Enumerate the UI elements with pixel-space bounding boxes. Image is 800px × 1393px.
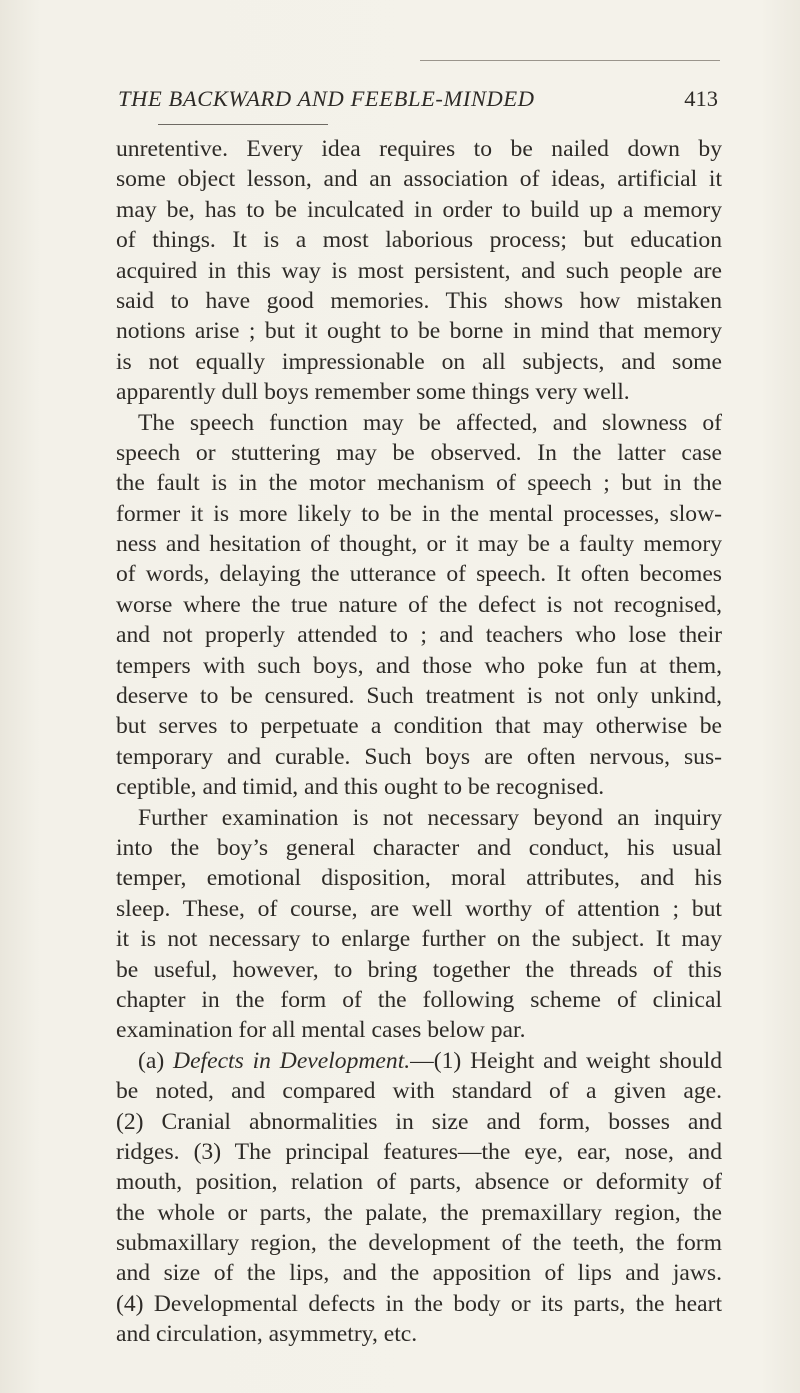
text-line: may be, has to be inculcated in order to build up a memory: [116, 196, 722, 223]
text-line: some object lesson, and an association of ideas, artificial it: [116, 166, 722, 193]
text-line: (4) Developmental defects in the body or its parts, the heart: [116, 1290, 722, 1317]
text-line: apparently dull boys remember some things very well.: [116, 379, 630, 406]
text-line: chapter in the form of the following scheme of clinical: [116, 986, 722, 1013]
text-line: and size of the lips, and the apposition of lips and jaws.: [116, 1260, 722, 1287]
text-line: ceptible, and timid, and this ought to be recognised.: [116, 774, 605, 801]
text-line: and not properly attended to ; and teachers who lose their: [116, 622, 722, 649]
text-line: ridges. (3) The principal features—the eye, ear, nose, and: [116, 1138, 722, 1165]
text-line: ness and hesitation of thought, or it may be a faulty memory: [116, 531, 722, 558]
text-line: Further examination is not necessary beyond an inquiry: [138, 804, 722, 831]
text-line: into the boy’s general character and conduct, his usual: [116, 834, 722, 861]
text-line: but serves to perpetuate a condition that may otherwise be: [116, 713, 722, 740]
header-rule-faint: [420, 60, 720, 61]
text-line: be useful, however, to bring together the threads of this: [116, 956, 722, 983]
section-a-rest: —(1) Height and weight should: [410, 1047, 722, 1074]
text-line: acquired in this way is most persistent, and such people are: [116, 257, 722, 284]
section-a-line: [116, 1046, 722, 1076]
text-line: notions arise ; but it ought to be borne in mind that memory: [116, 318, 722, 345]
section-a-label: (a): [138, 1047, 165, 1074]
text-line: The speech function may be affected, and slowness of: [138, 409, 722, 436]
text-line: speech or stuttering may be observed. In the latter case: [116, 439, 722, 466]
running-header: [118, 84, 718, 118]
page-number: 413: [684, 86, 718, 111]
text-line: worse where the true nature of the defect is not recognised,: [116, 591, 722, 618]
text-line: examination for all mental cases below par.: [116, 1017, 526, 1044]
text-line: the fault is in the motor mechanism of speech ; but in the: [116, 470, 722, 497]
text-line: temper, emotional disposition, moral attributes, and his: [116, 865, 722, 892]
text-line: and circulation, asymmetry, etc.: [116, 1321, 418, 1348]
text-line: tempers with such boys, and those who poke fun at them,: [116, 652, 722, 679]
text-line: unretentive. Every idea requires to be nailed down by: [116, 136, 722, 162]
text-line: deserve to be censured. Such treatment is not only unkind,: [116, 683, 722, 710]
text-line: the whole or parts, the palate, the premaxillary region, the: [116, 1199, 722, 1226]
text-line: of words, delaying the utterance of speech. It often becomes: [116, 561, 722, 588]
text-line: is not equally impressionable on all subjects, and some: [116, 348, 722, 375]
text-line: temporary and curable. Such boys are often nervous, sus-: [116, 743, 722, 770]
text-line: it is not necessary to enlarge further on the subject. It may: [116, 926, 722, 953]
running-title: THE BACKWARD AND FEEBLE-MINDED: [118, 86, 535, 111]
text-line: (2) Cranial abnormalities in size and form, bosses and: [116, 1108, 722, 1135]
body-text: [116, 134, 722, 1350]
section-a-heading: Defects in Development.: [173, 1047, 411, 1074]
text-line: be noted, and compared with standard of a given age.: [116, 1078, 722, 1105]
text-line: said to have good memories. This shows how mistaken: [116, 287, 722, 314]
text-line: of things. It is a most laborious process; but education: [116, 227, 722, 254]
text-line: sleep. These, of course, are well worthy of attention ; but: [116, 895, 722, 922]
text-line: submaxillary region, the development of the teeth, the form: [116, 1230, 722, 1257]
text-line: mouth, position, relation of parts, absence or deformity of: [116, 1169, 722, 1196]
header-rule: [158, 124, 328, 125]
text-line: former it is more likely to be in the mental processes, slow-: [116, 500, 722, 527]
